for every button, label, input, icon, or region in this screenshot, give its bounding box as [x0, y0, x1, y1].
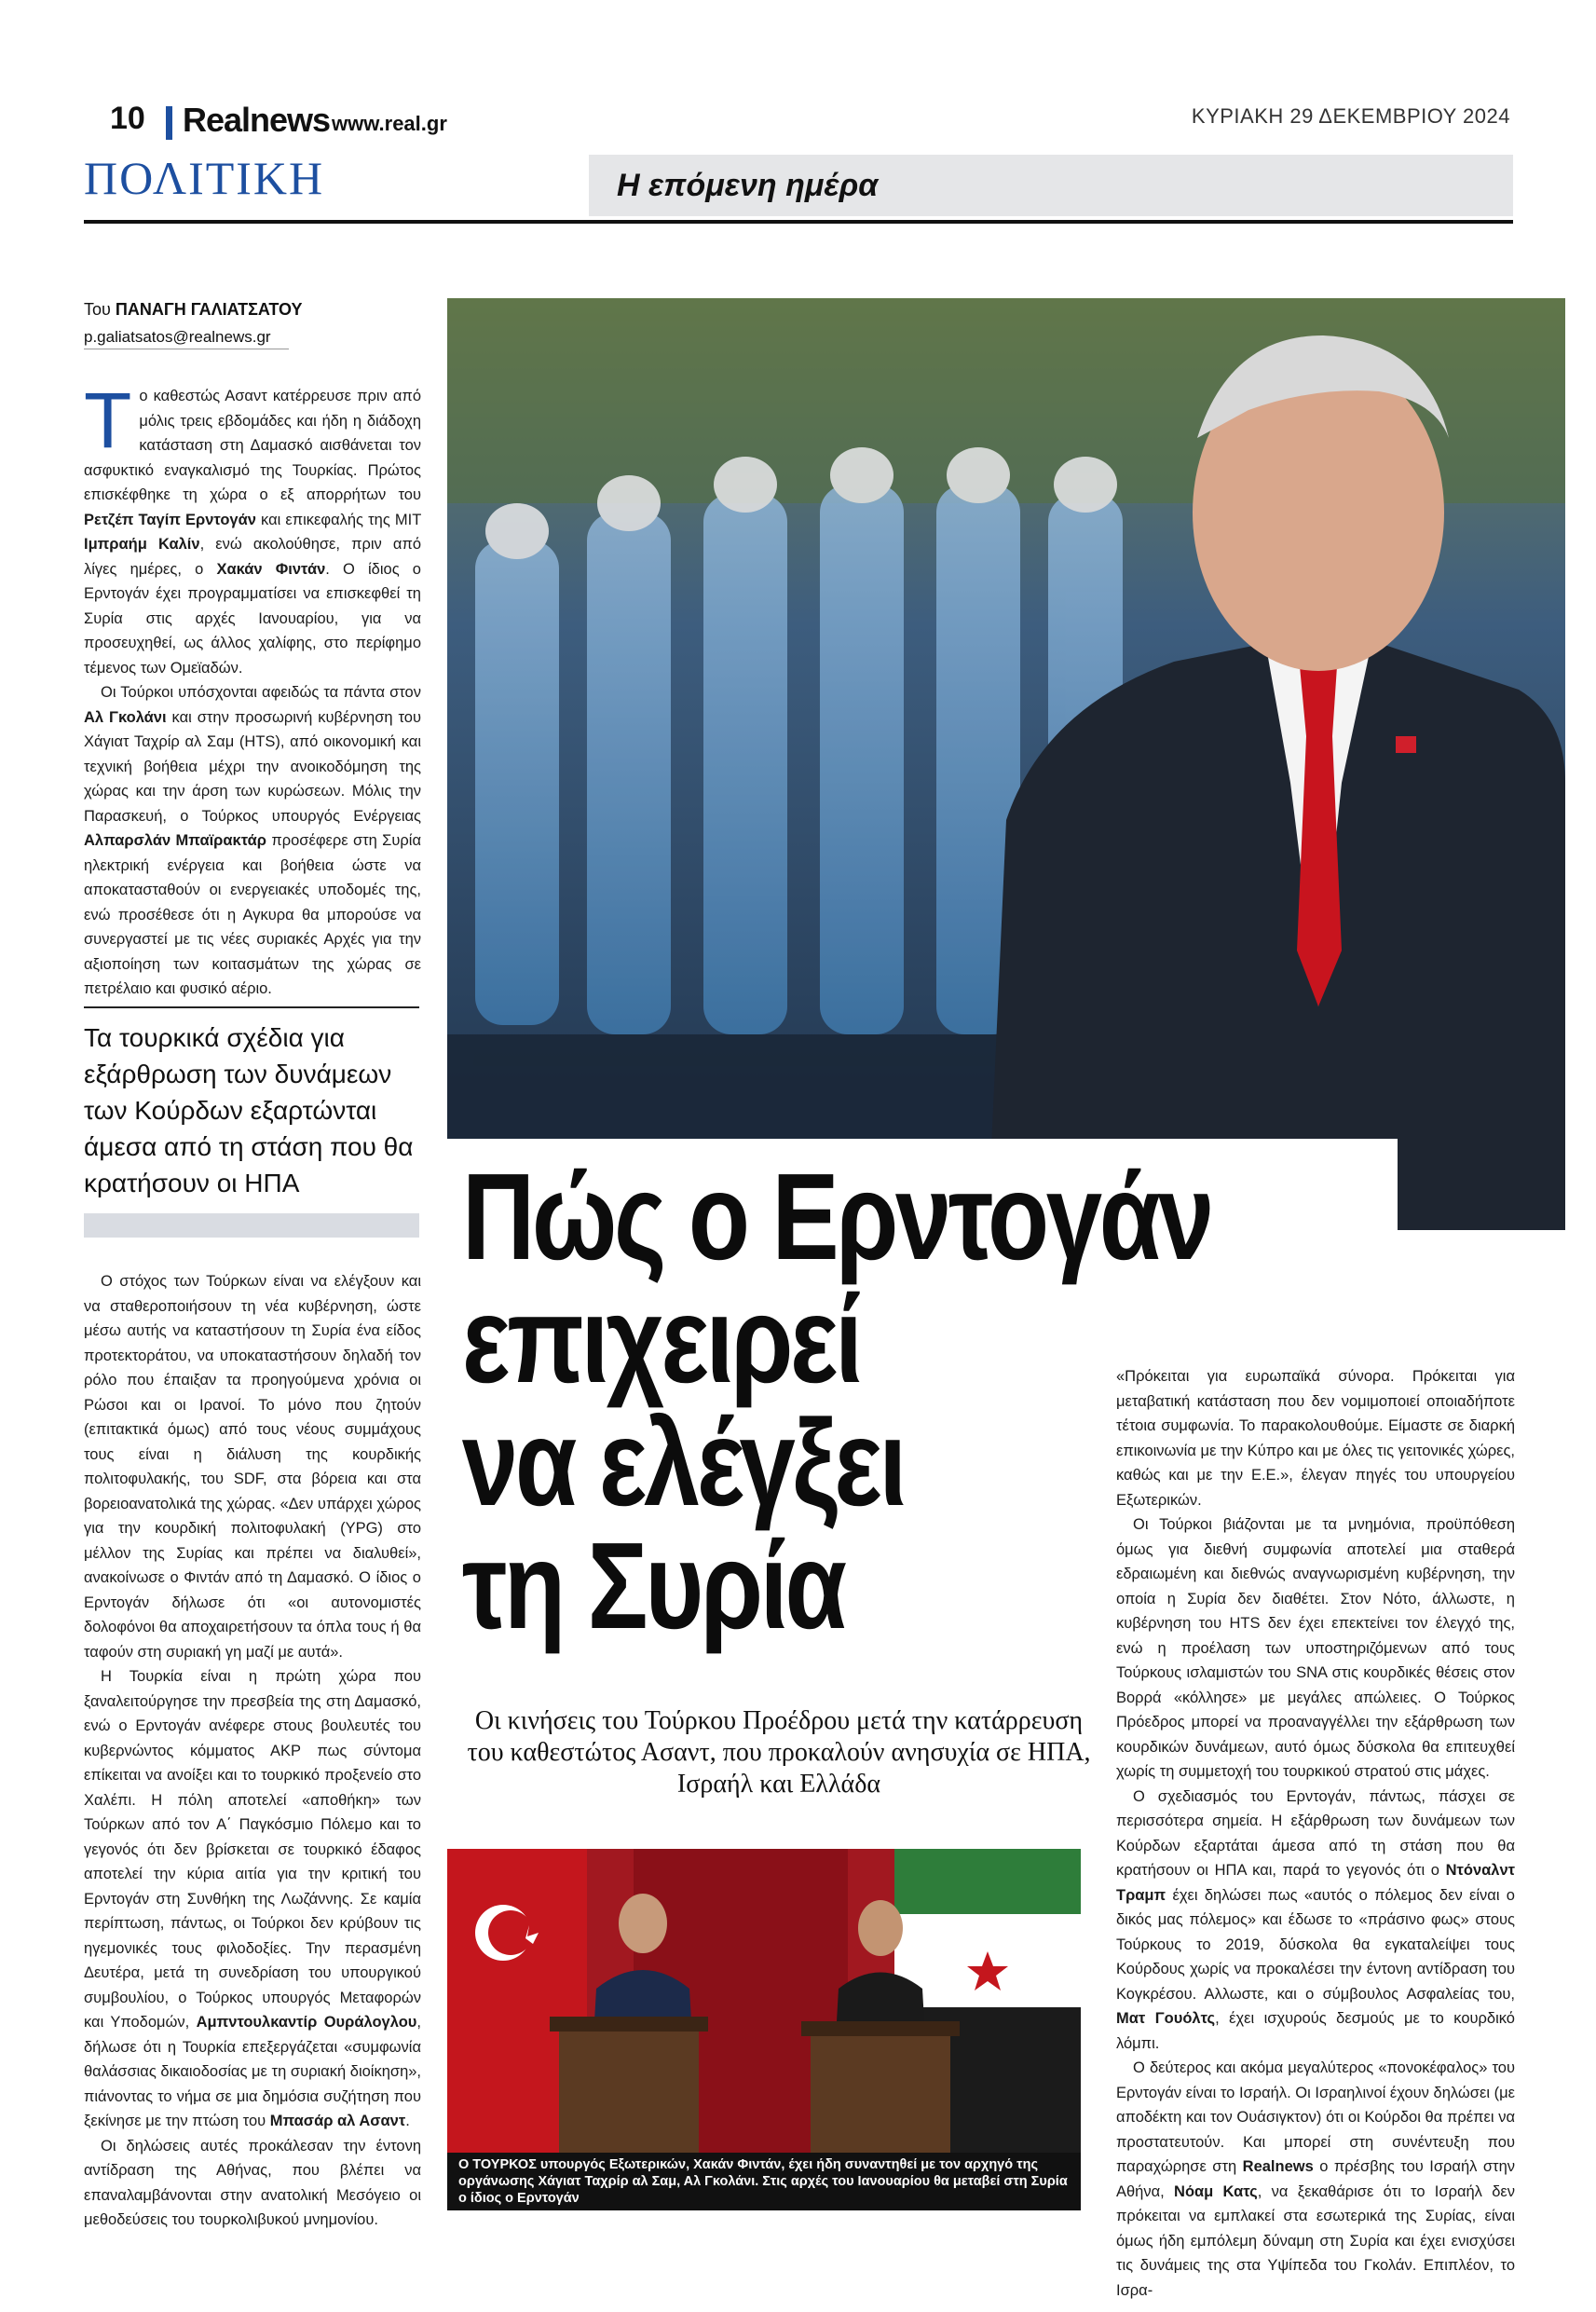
- headline-line: επιχειρεί: [462, 1271, 860, 1408]
- drop-cap: Τ: [84, 376, 132, 464]
- article-paragraph: «Πρόκειται για ευρωπαϊκά σύνορα. Πρόκειται για μεταβατική κατάσταση που δεν νομιμοποιεί οποιαδήποτε τέτοια συμφωνία. Το παρακολουθούμε. Είμαστε σε διαρκή επικοινωνία με την Κύπρο και με όλες τις γειτονικές χώρες, καθώς και με την Ε.Ε.», έλεγαν πηγές του υπουργείου Εξωτερικών.: [1116, 1368, 1515, 1509]
- photo-caption: Ο ΤΟΥΡΚΟΣ υπουργός Εξωτερικών, Χακάν Φιντάν, έχει ήδη συναντηθεί με τον αρχηγό της οργάνωσης Χάγιατ Ταχρίρ αλ Σαμ, Αλ Γκολάνι. Στις αρχές του Ιανουαρίου θα μεταβεί στη Συρία ο ίδιος ο Ερντογάν: [458, 2157, 1068, 2206]
- article-paragraph: Ο στόχος των Τούρκων είναι να ελέγξουν και να σταθεροποιήσουν τη νέα κυβέρνηση, ώστε μέσω αυτής να καταστήσουν τη Συρία ένα είδος προτεκτοράτου, να υποκαταστήσουν δηλαδή τον ρόλο που έπαιξαν τα προηγούμενα χρόνια οι Ρώσοι και οι Ιρανοί. Το μόνο που ζητούν (επιτακτικά όμως) από τους νέους συμμάχους τους είναι η διάλυση της κουρδικής πολιτοφυλακής, του SDF, στα βόρεια και στα βορειοανατολικά της χώρας. «Δεν υπάρχει χώρος για την κουρδική πολιτοφυλακή (YPG) στο μέλλον της Συρίας και πρέπει να διαλυθεί», ανακοίνωσε ο Φιντάν από τη Δαμασκό. Ο ίδιος ο Ερντογάν δήλωσε ότι «οι αυτονομιστές δολοφόνοι θα αποχαιρετήσουν τα όπλα τους ή θα ταφούν στη συριακή γη μαζί με αυτά».: [84, 1273, 421, 1661]
- article-column-1b: [84, 1269, 421, 2233]
- hero-photo-erdogan: [447, 298, 1565, 1230]
- article-column-1: [84, 376, 421, 1002]
- pull-quote-rule: [84, 1006, 419, 1008]
- byline: [84, 300, 303, 320]
- brand-logo: Realnews: [183, 101, 331, 139]
- article-paragraph: Οι Τούρκοι βιάζονται με τα μνημόνια, προϋπόθεση όμως για διεθνή συμφωνία αποτελεί μια σταθερά εδραιωμένη και διεθνώς αναγνωρισμένη κυβέρνηση, την οποία η Συρία δεν διαθέτει. Στον Νότο, άλλωστε, η κυβέρνηση του HTS δεν έχει επεκτείνει τον έλεγχό της, ενώ η προέλαση των υποστηριζόμενων από τους Τούρκους ισλαμιστών του SNA στις κουρδικές θέσεις στον Βορρά «κόλλησε» με μεγάλες απώλειες. Ο Τούρκος Πρόεδρος μπορεί να προαναγγέλλει την εξάρθρωση των κουρδικών δυνάμεων, αυτό όμως δύσκολα θα επιτευχθεί χωρίς τη συμμετοχή του τουρκικού στρατού στις μάχες.: [1116, 1516, 1515, 1780]
- issue-date: ΚΥΡΙΑΚΗ 29 ΔΕΚΕΜΒΡΙΟΥ 2024: [1191, 104, 1510, 128]
- pull-quote: Τα τουρκικά σχέδια για εξάρθρωση των δυνάμεων των Κούρδων εξαρτώνται άμεσα από τη στάση που θα κρατήσουν οι ΗΠΑ: [84, 1023, 414, 1197]
- pull-quote-band: [84, 1213, 419, 1238]
- headline: [462, 1148, 1226, 1654]
- article-column-3: [1116, 1364, 1515, 2303]
- article-paragraph: Η Τουρκία είναι η πρώτη χώρα που ξαναλειτούργησε την πρεσβεία της στη Δαμασκό, ενώ ο Ερντογάν ανέφερε στους βουλευτές του κυβερνώντος κόμματος ΑΚΡ πως σύντομα επίκειται να ανοίξει και το τουρκικό προξενείο στο Χαλέπι. Η πόλη αποτελεί «αποθήκη» των Τούρκων από τον Α΄ Παγκόσμιο Πόλεμο και το γεγονός ότι δεν βρίσκεται σε τουρκικό έδαφος αποτελεί την κύρια αιτία για την κριτική του Ερντογάν στη Συνθήκη της Λωζάννης. Σε καμία περίπτωση, πάντως, οι Τούρκοι δεν κρύβουν τις ηγεμονικές τους φιλοδοξίες. Την περασμένη Δευτέρα, μετά τη συνεδρίαση του υπουργικού συμβουλίου, ο Τούρκος υπουργός Μεταφορών και Υποδομών, Αμπντουλκαντίρ Ουράλογλου, δήλωσε ότι η Τουρκία επεξεργάζεται «συμφωνία θαλάσσιας δικαιοδοσίας με τη συριακή διοίκηση», πιάνοντας το νήμα σε μια δημόσια συζήτηση που ξεκίνησε με την πτώση του Μπασάρ αλ Ασαντ.: [84, 1668, 421, 2129]
- header-rule: [84, 220, 1513, 224]
- article-paragraph: Ο δεύτερος και ακόμα μεγαλύτερος «πονοκέφαλος» του Ερντογάν είναι το Ισραήλ. Οι Ισραηλινοί έχουν δηλώσει (με αποδέκτη και τον Ουάσιγκτον) ότι οι Κούρδοι θα πρέπει να προστατευτούν. Και μπορεί στη συνέντευξη που παραχώρησε στη Realnews ο πρέσβης του Ισραήλ στην Αθήνα, Νόαμ Κατς, να ξεκαθάρισε ότι το Ισραήλ δεν πρόκειται να εμπλακεί στα εσωτερικά της Συρίας, είναι όμως ήδη εμπόλεμη δύναμη στη Συρία και έχει ενισχύσει τις δυνάμεις της στα Υψίπεδα του Γκολάν. Επιπλέον, το Ισρα-: [1116, 2059, 1516, 2299]
- byline-author: ΠΑΝΑΓΗ ΓΑΛΙΑΤΣΑΤΟΥ: [115, 300, 303, 319]
- headline-line: τη Συρία: [462, 1517, 844, 1654]
- section-title: Η επόμενη ημέρα: [617, 168, 879, 203]
- article-paragraph: Οι δηλώσεις αυτές προκάλεσαν την έντονη αντίδραση της Αθήνας, που βλέπει να επαναλαμβάνονται στην ανατολική Μεσόγειο οι μεθοδεύσεις του τουρκολιβυκού μνημονίου.: [84, 2137, 421, 2228]
- headline-line: Πώς ο Ερντογάν: [462, 1148, 1211, 1285]
- author-email: p.galiatsatos@realnews.gr: [84, 328, 271, 346]
- byline-prefix: Του: [84, 300, 111, 319]
- headline-line: να ελέγξει: [462, 1394, 905, 1531]
- meeting-photo: [447, 1849, 1081, 2153]
- article-paragraph: Το καθεστώς Ασαντ κατέρρευσε πριν από μόλις τρεις εβδομάδες και ήδη η διάδοχη κατάσταση στη Δαμασκό αισθάνεται τον ασφυκτικό εναγκαλισμό της Τουρκίας. Πρώτος επισκέφθηκε τη χώρα ο εξ απορρήτων του Ρετζέπ Ταγίπ Ερντογάν και επικεφαλής της ΜΙΤ Ιμπραήμ Καλίν, ενώ ακολούθησε, πριν από λίγες ημέρες, ο Χακάν Φιντάν. Ο ίδιος ο Ερντογάν έχει προγραμματίσει να επισκεφθεί τη Συρία στις αρχές Ιανουαρίου, για να προσευχηθεί, ως άλλος χαλίφης, στο περίφημο τέμενος των Ομεϊαδών.: [84, 376, 421, 677]
- article-paragraph: Ο σχεδιασμός του Ερντογάν, πάντως, πάσχει σε περισσότερα σημεία. Η εξάρθρωση των δυνάμεων των Κούρδων εξαρτάται άμεσα από τη στάση που θα κρατήσουν οι ΗΠΑ και, παρά το γεγονός ότι ο Ντόναλντ Τραμπ έχει δηλώσει πως «αυτός ο πόλεμος δεν είναι ο δικός μας πόλεμος» και έδωσε το «πράσινο φως» στους Τούρκους το 2019, δύσκολα θα εγκαταλείψει τους Κούρδους χωρίς να προκαλέσει την έντονη αντίδραση του Κογκρέσου. Αλλωστε, και ο σύμβουλος Ασφαλείας του, Ματ Γουόλτς, έχει ισχυρούς δεσμούς με το κουρδικό λόμπι.: [1116, 1787, 1515, 2052]
- header-divider: [166, 106, 172, 140]
- section-name: ΠΟΛΙΤΙΚΗ: [84, 152, 325, 204]
- meeting-photo-illustration: [447, 1849, 1081, 2153]
- brand-url: www.real.gr: [332, 112, 447, 135]
- standfirst: Οι κινήσεις του Τούρκου Προέδρου μετά την κατάρρευση του καθεστώτος Ασαντ, που προκαλούν ανησυχία σε ΗΠΑ, Ισραήλ και Ελλάδα: [467, 1706, 1091, 1799]
- hero-photo-illustration: [447, 298, 1565, 1230]
- article-paragraph: Οι Τούρκοι υπόσχονται αφειδώς τα πάντα στον Αλ Γκολάνι και στην προσωρινή κυβέρνηση του Χάγιατ Ταχρίρ αλ Σαμ (HTS), από οικονομική και τεχνική βοήθεια μέχρι την ανοικοδόμηση της χώρας και την άρση των κυρώσεων. Μόλις την Παρασκευή, ο Τούρκος υπουργός Ενέργειας Αλπαρσλάν Μπαϊρακτάρ προσέφερε στη Συρία ηλεκτρική ενέργεια και βοήθεια ώστε να αποκατασταθούν οι ενεργειακές υποδομές της, ενώ προσέθεσε ότι η Αγκυρα θα μπορούσε να συνεργαστεί με τις νέες συριακές Αρχές για την αξιοποίηση των κοιτασμάτων της χώρας σε πετρέλαιο και φυσικό αέριο.: [84, 684, 421, 997]
- page-number: 10: [110, 101, 145, 136]
